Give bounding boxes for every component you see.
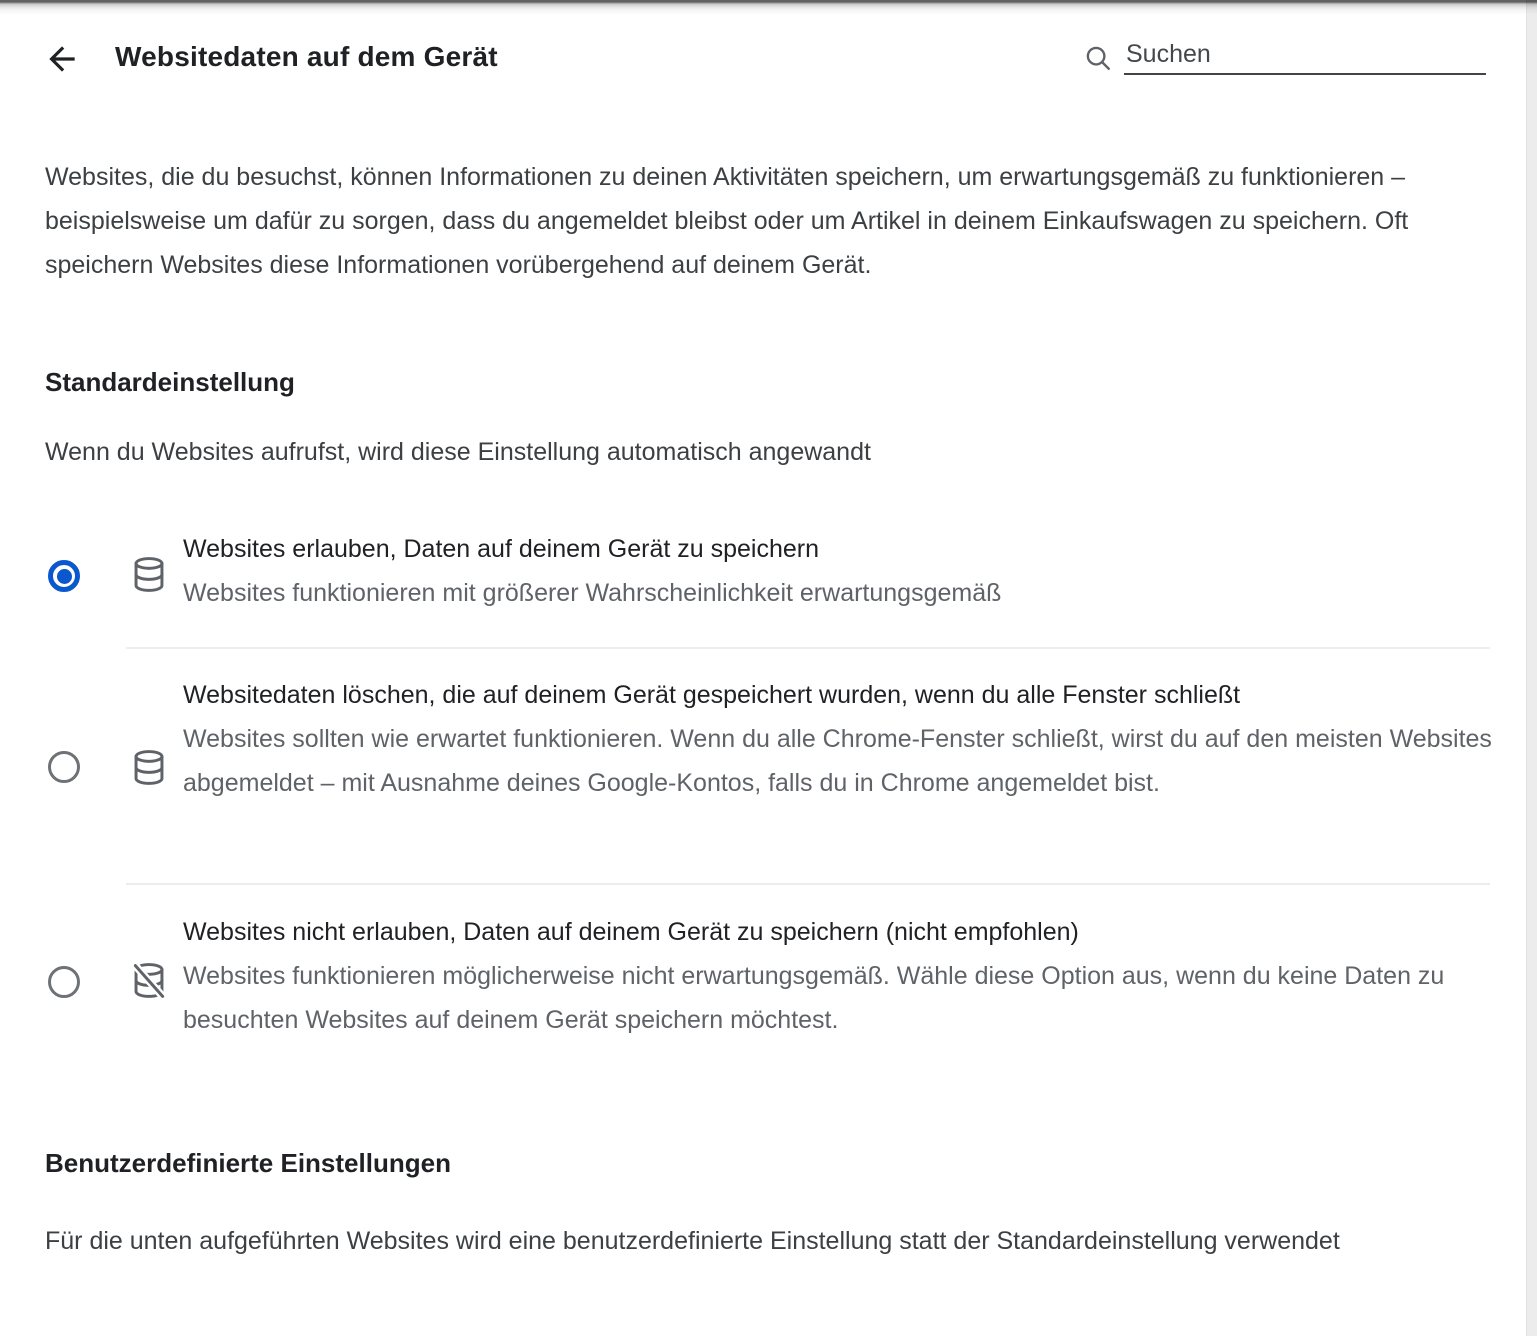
option-description: Websites sollten wie erwartet funktionieren. Wenn du alle Chrome-Fenster schließt, wirst du auf den meisten Websites abgemeldet – mit Ausnahme deines Google-Kontos, falls du in Chrome angemeldet bist. xyxy=(183,725,1492,797)
arrow-left-icon xyxy=(43,40,81,78)
back-button[interactable] xyxy=(40,38,84,82)
database-icon xyxy=(128,747,170,789)
radio-dot xyxy=(57,569,72,584)
option-title: Websites nicht erlauben, Daten auf deinem Gerät zu speichern (nicht empfohlen) xyxy=(183,918,1079,946)
search-input[interactable] xyxy=(1124,36,1486,75)
top-scroll-shadow xyxy=(0,0,1537,15)
section-description-default: Wenn du Websites aufrufst, wird diese Einstellung automatisch angewandt xyxy=(45,438,871,466)
radio-button-selected[interactable] xyxy=(48,560,80,592)
option-title: Websites erlauben, Daten auf deinem Gerät zu speichern xyxy=(183,535,820,563)
search-icon xyxy=(1083,43,1113,73)
section-heading-custom: Benutzerdefinierte Einstellungen xyxy=(45,1148,451,1178)
radio-button-unselected[interactable] xyxy=(48,751,80,783)
scrollbar-track[interactable] xyxy=(1526,0,1537,1336)
section-description-custom: Für die unten aufgeführten Websites wird eine benutzerdefinierte Einstellung statt der Standardeinstellung verwendet xyxy=(45,1227,1340,1255)
section-heading-default: Standardeinstellung xyxy=(45,367,295,397)
divider xyxy=(126,883,1490,885)
radio-button-unselected[interactable] xyxy=(48,966,80,998)
database-icon xyxy=(128,554,170,596)
divider xyxy=(126,647,1490,649)
intro-text: Websites, die du besuchst, können Informationen zu deinen Aktivitäten speichern, um erwartungsgemäß zu funktionieren – beispielsweise um dafür zu sorgen, dass du angemeldet bleibst oder um Artikel in deinem Einkaufswagen zu speichern. Oft speichern Websites diese Informationen vorübergehend auf deinem Gerät. xyxy=(45,163,1409,279)
option-title: Websitedaten löschen, die auf deinem Gerät gespeichert wurden, wenn du alle Fenster schließt xyxy=(183,681,1241,709)
page-title: Websitedaten auf dem Gerät xyxy=(115,41,498,72)
database-off-icon xyxy=(128,960,170,1002)
option-description: Websites funktionieren möglicherweise nicht erwartungsgemäß. Wähle diese Option aus, wenn du keine Daten zu besuchten Websites auf deinem Gerät speichern möchtest. xyxy=(183,962,1445,1034)
option-description: Websites funktionieren mit größerer Wahrscheinlichkeit erwartungsgemäß xyxy=(183,579,1002,607)
